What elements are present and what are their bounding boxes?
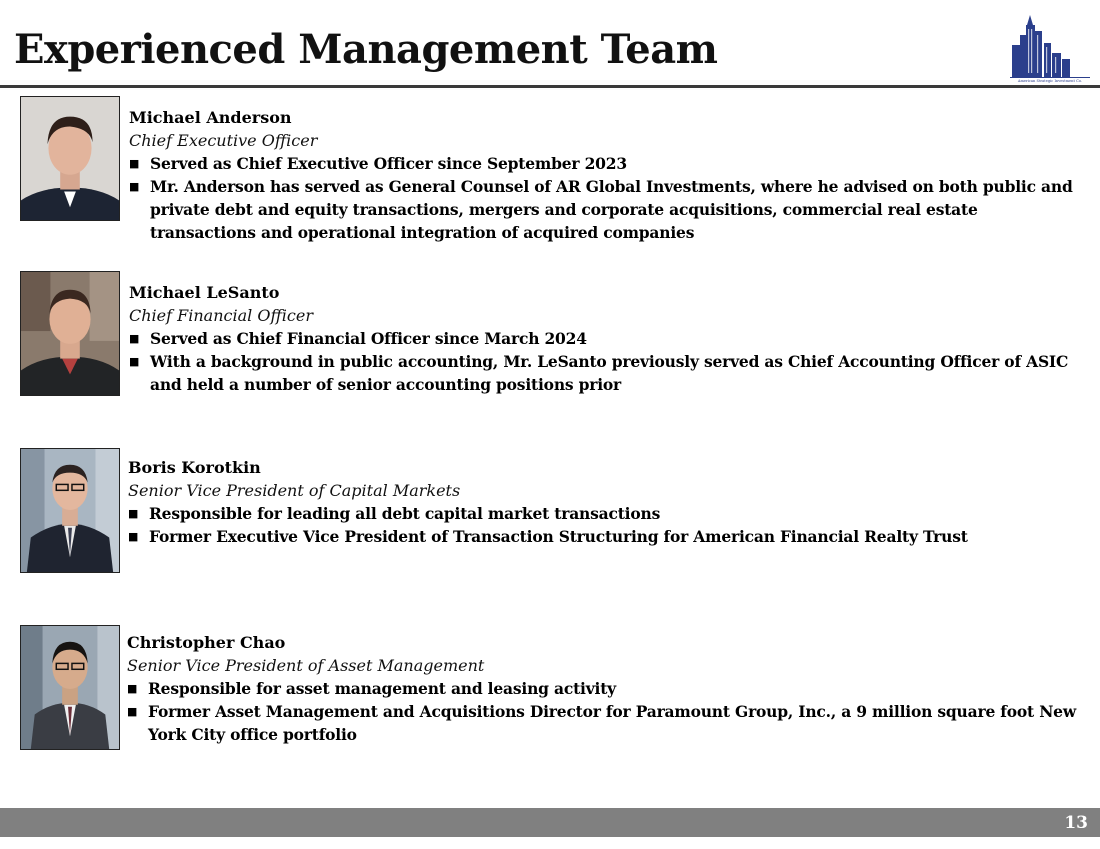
member-title: Chief Executive Officer	[129, 131, 318, 150]
bullet-marker-icon: ■	[127, 705, 138, 718]
bullet-marker-icon: ■	[129, 157, 140, 170]
member-title: Senior Vice President of Asset Management	[127, 656, 485, 675]
headshot-photo	[20, 448, 120, 573]
bullet-list	[129, 152, 1080, 244]
header-divider	[0, 85, 1100, 88]
svg-text:American Strategic Investment: American Strategic Investment Co.	[1017, 79, 1083, 83]
member-name: Michael LeSanto	[129, 283, 280, 302]
page-title: Experienced Management Team	[14, 26, 718, 73]
bullet-item: ■ Served as Chief Executive Officer since September 2023	[129, 154, 627, 173]
bullet-list	[127, 677, 1080, 746]
headshot-photo	[20, 96, 120, 221]
bullet-list	[128, 502, 1080, 548]
bullet-item: ■ Former Executive Vice President of Transaction Structuring for American Financial Realty Trust	[128, 527, 968, 546]
company-logo	[1008, 15, 1092, 83]
member-title: Senior Vice President of Capital Markets	[128, 481, 461, 500]
bullet-marker-icon: ■	[128, 530, 139, 543]
logo-caption-text	[1008, 77, 1092, 83]
bullet-item: ■ With a background in public accounting, Mr. LeSanto previously served as Chief Accounting Officer of ASIC and held a number of senior accounting positions prior	[129, 352, 1069, 394]
building-logo-icon	[1008, 15, 1092, 83]
bullet-marker-icon: ■	[129, 355, 140, 368]
bullet-list	[129, 327, 1080, 396]
bullet-item: ■ Mr. Anderson has served as General Counsel of AR Global Investments, where he advised on both public and private debt and equity transactions, mergers and corporate acquisitions, commercial real estate transactions and operational integration of acquired companies	[129, 177, 1073, 242]
member-name: Michael Anderson	[129, 108, 292, 127]
bullet-marker-icon: ■	[129, 180, 140, 193]
page-number: 13	[1064, 813, 1088, 833]
bullet-item: ■ Served as Chief Financial Officer since March 2024	[129, 329, 587, 348]
member-title: Chief Financial Officer	[129, 306, 313, 325]
footer-bar	[0, 808, 1100, 837]
headshot-photo	[20, 271, 120, 396]
bullet-item: ■ Former Asset Management and Acquisitions Director for Paramount Group, Inc., a 9 million square foot New York City office portfolio	[127, 702, 1076, 744]
bullet-item: ■ Responsible for asset management and leasing activity	[127, 679, 616, 698]
headshot-photo	[20, 625, 120, 750]
bullet-marker-icon: ■	[128, 507, 139, 520]
member-name: Christopher Chao	[127, 633, 286, 652]
bullet-marker-icon: ■	[127, 682, 138, 695]
member-name: Boris Korotkin	[128, 458, 261, 477]
bullet-marker-icon: ■	[129, 332, 140, 345]
bullet-item: ■ Responsible for leading all debt capital market transactions	[128, 504, 661, 523]
